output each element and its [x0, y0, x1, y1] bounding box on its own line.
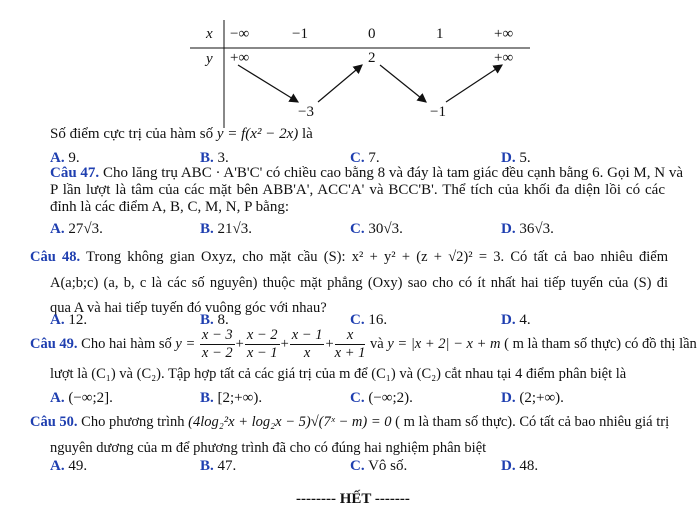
option-letter: D.: [501, 150, 516, 166]
option-b: B. 47.: [200, 458, 237, 474]
option-a: A. 49.: [50, 458, 88, 474]
option-letter: C.: [350, 150, 365, 166]
y-value: 2: [368, 50, 376, 66]
q47-line1: Cho lăng trụ ABC · A'B'C' có chiều cao bằng 8 và đáy là tam giác đều cạnh bằng 6. Gọi M, N và: [102, 165, 684, 181]
option-a: A. 27√3.: [50, 221, 103, 237]
q46-suffix: là: [301, 126, 313, 142]
q48-block: [30, 246, 668, 318]
q47-block: [50, 165, 684, 216]
q49-line2: lượt là (C₁) và (C₂). Tập hợp tất cả các giá trị của m để (C₁) và (C₂) cắt nhau tại 4 điểm phân biệt là: [50, 366, 627, 382]
x-value: −1: [292, 26, 308, 42]
arrow-down-1: [238, 65, 298, 102]
option-letter: A.: [50, 150, 65, 166]
fraction: $\frac{x - 3}{x - 2}$: [201, 327, 233, 361]
question-label: Câu 48.: [30, 249, 81, 265]
q50-line2: nguyên dương của m để phương trình đã cho có đúng hai nghiệm phân biệt: [50, 440, 487, 456]
q49-y2: y = |x + 2| − x + m: [387, 335, 501, 352]
fraction: $\frac{x - 1}{x}$: [291, 327, 323, 361]
x-label: x: [206, 26, 213, 42]
option-a: A. (−∞;2].: [50, 390, 113, 406]
x-value: 1: [436, 26, 444, 42]
q48-line3: qua A và hai tiếp tuyến đó vuông góc với nhau?: [50, 300, 327, 316]
fraction: $\frac{x - 2}{x - 1}$: [246, 327, 278, 361]
option-a: A. 9.: [50, 150, 80, 166]
q48-line1: Trong không gian Oxyz, cho mặt cầu (S): x² + y² + (z + √2)² = 3. Có tất cả bao nhiêu điểm: [86, 249, 668, 265]
q49-line1: Câu 49. Cho hai hàm số y = $\frac{x - 3}{x - 2}$ + $\frac{x - 2}{x - 1}$ + $\frac{x - 1}{x}$ + $\frac{x}{x + 1}$ và y = |x + 2| − x + m ( m là tham số thực) có đồ thị lần: [30, 327, 697, 361]
y-value: −3: [298, 104, 314, 120]
option-c: C. Vô số.: [350, 458, 408, 474]
option-b: B. [2;+∞).: [200, 390, 263, 406]
q46-formula: y = f(x² − 2x): [216, 126, 299, 142]
option-d: D. 36√3.: [501, 221, 554, 237]
option-d: D. 48.: [501, 458, 539, 474]
q50-line1: Câu 50. Cho phương trình (4log₂²x + log₂x − 5)√(7ˣ − m) = 0 ( m là tham số thực). Có tất cả bao nhiêu giá trị: [30, 414, 670, 430]
q47-line2: P lần lượt là tâm của các mặt bên ABB'A', ACC'A' và BCC'B'. Thể tích của khối đa diện lồi có các: [50, 182, 665, 198]
x-value: +∞: [494, 26, 514, 42]
option-b: B. 3.: [200, 150, 229, 166]
option-d: D. 4.: [501, 312, 531, 328]
y-label: y: [206, 51, 213, 67]
question-label: Câu 49.: [30, 335, 78, 352]
question-label: Câu 50.: [30, 414, 78, 430]
q47-line3: đỉnh là các điểm A, B, C, M, N, P bằng:: [50, 199, 290, 215]
x-value: −∞: [230, 26, 250, 42]
q46-prefix: Số điểm cực trị của hàm số: [50, 126, 214, 142]
option-c: C. (−∞;2).: [350, 390, 413, 406]
y-value: +∞: [230, 50, 250, 66]
option-c: C. 16.: [350, 312, 388, 328]
option-d: D. (2;+∞).: [501, 390, 564, 406]
x-value: 0: [368, 26, 376, 42]
option-d: D. 5.: [501, 150, 531, 166]
y-value: −1: [430, 104, 446, 120]
variation-table: [190, 18, 530, 128]
question-label: Câu 47.: [50, 165, 100, 181]
fraction: $\frac{x}{x + 1}$: [334, 327, 366, 361]
arrow-down-2: [380, 65, 426, 102]
arrow-up-2: [446, 65, 502, 102]
arrow-up-1: [318, 65, 362, 102]
q50-equation: (4log₂²x + log₂x − 5)√(7ˣ − m) = 0: [188, 414, 392, 430]
end-footer: -------- HẾT -------: [296, 491, 410, 507]
option-c: C. 30√3.: [350, 221, 403, 237]
y-value: +∞: [494, 50, 514, 66]
q46-question: [50, 126, 313, 143]
option-c: C. 7.: [350, 150, 380, 166]
option-b: B. 21√3.: [200, 221, 252, 237]
q48-line2: A(a;b;c) (a, b, c là các số nguyên) thuộc mặt phẳng (Oxy) sao cho có ít nhất hai tiếp tuyến của (S) đi: [50, 275, 668, 291]
option-letter: B.: [200, 150, 214, 166]
option-a: A. 12.: [50, 312, 88, 328]
option-b: B. 8.: [200, 312, 229, 328]
